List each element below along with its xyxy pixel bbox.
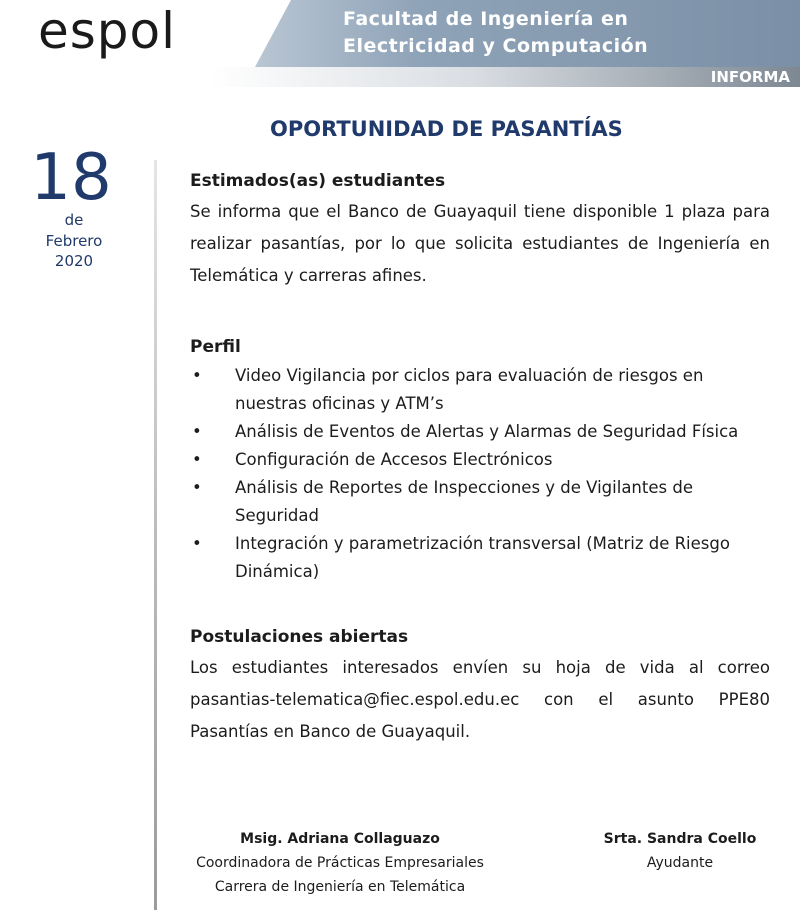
bullet-icon: • <box>192 450 202 469</box>
postulaciones-paragraph: Los estudiantes interesados envíen su hoja de vida al correo pasantias-telematica@fiec.espol.edu.ec con el asunto PPE80 Pasantías en Banco de Guayaquil. <box>190 658 770 741</box>
date-month: Febrero <box>45 232 103 250</box>
signature-role: Coordinadora de Prácticas Empresariales <box>196 855 484 871</box>
announcement-body <box>190 168 770 748</box>
list-item: • Integración y parametrización transversal (Matriz de Riesgo Dinámica) <box>190 530 770 586</box>
signature-assistant <box>590 827 770 875</box>
date-year: 2020 <box>54 252 94 270</box>
perfil-list <box>190 362 770 586</box>
faculty-name <box>343 6 648 60</box>
list-item: • Configuración de Accesos Electrónicos <box>190 446 770 474</box>
date-of: de <box>64 211 84 229</box>
faculty-line-1: Facultad de Ingeniería en <box>343 8 629 30</box>
list-item: • Análisis de Reportes de Inspecciones y de Vigilantes de Seguridad <box>190 474 770 530</box>
espol-logo: espol <box>38 2 177 60</box>
bullet-icon: • <box>192 534 202 553</box>
bullet-icon: • <box>192 478 202 497</box>
perfil-heading: Perfil <box>190 337 241 357</box>
signature-role: Carrera de Ingeniería en Telemática <box>214 879 466 895</box>
greeting-heading: Estimados(as) estudiantes <box>190 171 446 191</box>
signature-name: Srta. Sandra Coello <box>603 831 757 847</box>
list-item: • Análisis de Eventos de Alertas y Alarmas de Seguridad Física <box>190 418 770 446</box>
page-title: OPORTUNIDAD DE PASANTÍAS <box>270 117 623 141</box>
signature-name: Msig. Adriana Collaguazo <box>240 831 440 847</box>
vertical-divider <box>154 160 157 910</box>
bullet-icon: • <box>192 366 202 385</box>
signature-coordinator <box>185 827 495 899</box>
signature-role: Ayudante <box>646 855 714 871</box>
date-day: 18 <box>30 141 112 215</box>
faculty-line-2: Electricidad y Computación <box>343 35 649 57</box>
bullet-icon: • <box>192 422 202 441</box>
informa-tag: INFORMA <box>710 68 790 86</box>
postulaciones-heading: Postulaciones abiertas <box>190 627 409 647</box>
list-item: • Video Vigilancia por ciclos para evaluación de riesgos en nuestras oficinas y ATM’s <box>190 362 770 418</box>
intro-paragraph: Se informa que el Banco de Guayaquil tiene disponible 1 plaza para realizar pasantías, por lo que solicita estudiantes de Ingeniería en Telemática y carreras afines. <box>190 202 770 285</box>
